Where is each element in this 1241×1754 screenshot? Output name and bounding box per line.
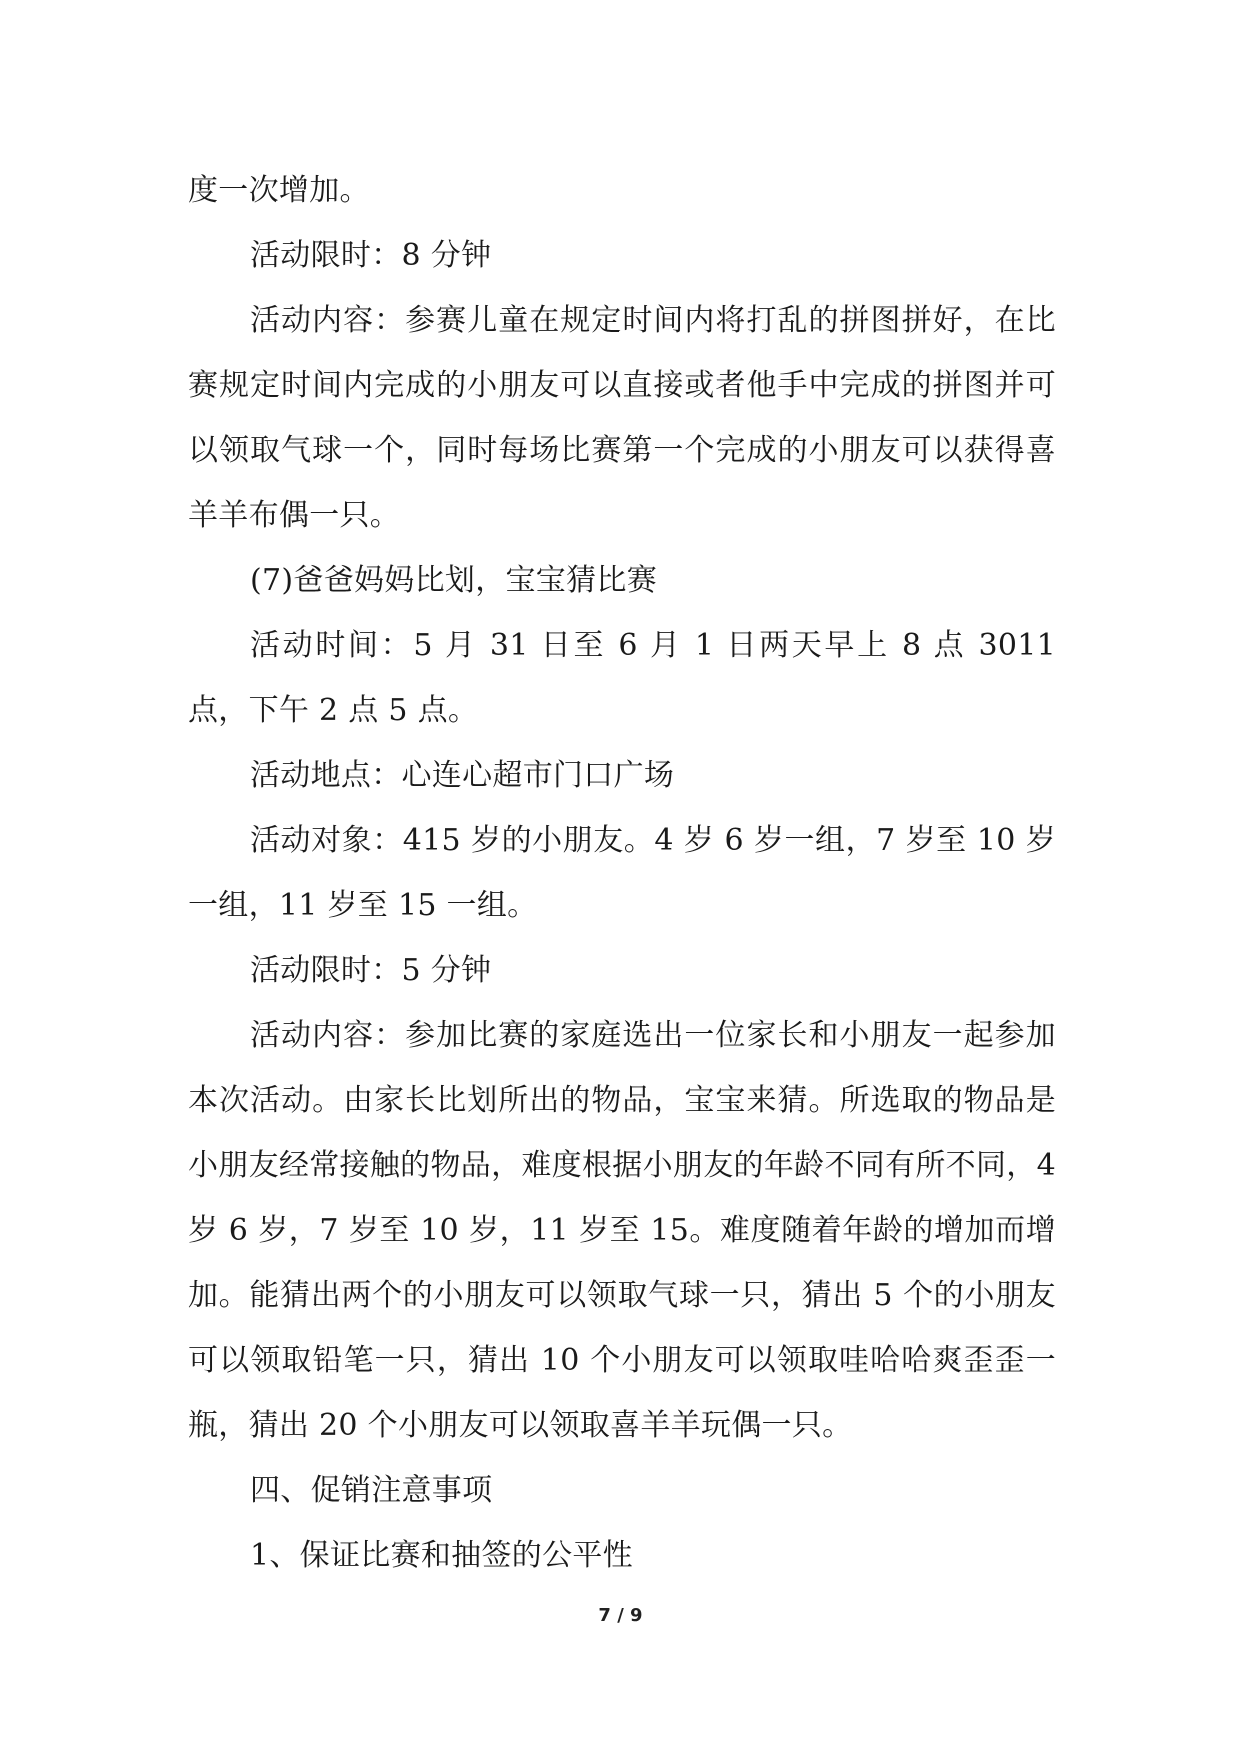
paragraph-activity-location: 活动地点：心连心超市门口广场 bbox=[250, 758, 675, 793]
paragraph-activity-time: 活动时间：5 月 31 日至 6 月 1 日两天早上 8 点 3011 点，下午 2 点 5 点。 bbox=[188, 628, 1056, 728]
paragraph-time-limit-8: 活动限时：8 分钟 bbox=[250, 238, 492, 273]
paragraph-activity-target: 活动对象：415 岁的小朋友。4 岁 6 岁一组，7 岁至 10 岁一组，11 岁至 15 一组。 bbox=[188, 823, 1056, 923]
section-heading-7: (7)爸爸妈妈比划，宝宝猜比赛 bbox=[250, 563, 657, 598]
paragraph-continuation: 度一次增加。 bbox=[188, 173, 370, 208]
paragraph-puzzle-content: 活动内容：参赛儿童在规定时间内将打乱的拼图拼好，在比赛规定时间内完成的小朋友可以直接或者他手中完成的拼图并可以领取气球一个，同时每场比赛第一个完成的小朋友可以获得喜羊羊布偶一只。 bbox=[188, 303, 1056, 533]
body-text bbox=[188, 158, 1056, 1588]
paragraph-note-1: 1、保证比赛和抽签的公平性 bbox=[250, 1538, 633, 1573]
paragraph-time-limit-5: 活动限时：5 分钟 bbox=[250, 953, 492, 988]
paragraph-guess-content: 活动内容：参加比赛的家庭选出一位家长和小朋友一起参加本次活动。由家长比划所出的物品，宝宝来猜。所选取的物品是小朋友经常接触的物品，难度根据小朋友的年龄不同有所不同，4 岁 6 岁，7 岁至 10 岁，11 岁至 15。难度随着年龄的增加而增加。能猜出两个的小朋友可以领取气球一只，猜出 5 个的小朋友可以领取铅笔一只，猜出 10 个小朋友可以领取哇哈哈爽歪歪一瓶，猜出 20 个小朋友可以领取喜羊羊玩偶一只。 bbox=[188, 1018, 1056, 1443]
section-heading-notes: 四、促销注意事项 bbox=[250, 1473, 493, 1508]
page-number: 7 / 9 bbox=[598, 1605, 643, 1626]
